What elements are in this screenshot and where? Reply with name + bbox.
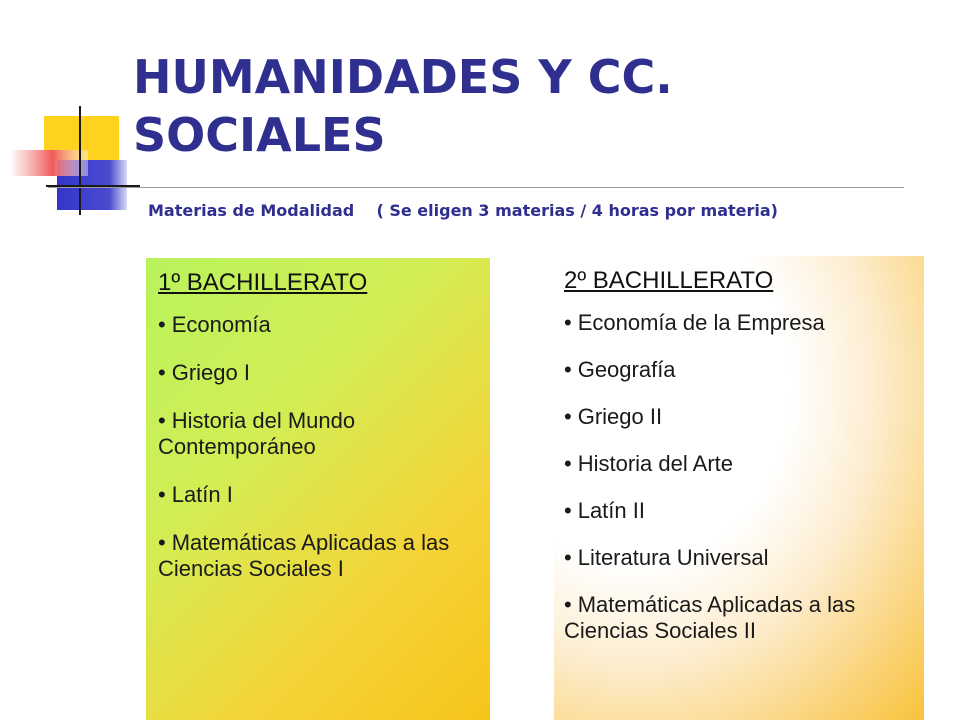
subtitle: Materias de Modalidad ( Se eligen 3 materias / 4 horas por materia) xyxy=(148,201,778,220)
list-item xyxy=(158,408,480,460)
bullet-icon: • xyxy=(564,310,572,335)
subject-label: Historia del Arte xyxy=(577,451,733,476)
subject-label: Economía xyxy=(171,312,271,337)
second-year-heading: 2º BACHILLERATO xyxy=(564,267,774,294)
title-divider xyxy=(48,187,904,188)
bullet-icon: • xyxy=(158,408,166,433)
subject-label: Matemáticas Aplicadas a las Ciencias Sociales II xyxy=(564,592,856,643)
list-item xyxy=(564,592,914,644)
list-item xyxy=(564,404,914,430)
second-year-card xyxy=(554,256,924,720)
bullet-icon: • xyxy=(564,498,572,523)
subject-label: Matemáticas Aplicadas a las Ciencias Sociales I xyxy=(158,530,450,581)
first-year-subject-list xyxy=(158,312,480,582)
list-item xyxy=(158,312,480,338)
first-year-card xyxy=(146,258,490,720)
bullet-icon: • xyxy=(564,545,572,570)
decorative-squares-graphic xyxy=(0,0,140,230)
subject-label: Griego I xyxy=(171,360,250,385)
subject-label: Latín I xyxy=(171,482,233,507)
subject-label: Latín II xyxy=(577,498,645,523)
bullet-icon: • xyxy=(564,404,572,429)
bullet-icon: • xyxy=(564,592,572,617)
second-year-subject-list xyxy=(564,310,914,644)
subject-label: Literatura Universal xyxy=(577,545,769,570)
list-item xyxy=(158,360,480,386)
list-item xyxy=(564,357,914,383)
list-item xyxy=(158,530,480,582)
list-item xyxy=(564,498,914,524)
bullet-icon: • xyxy=(158,312,166,337)
bullet-icon: • xyxy=(158,482,166,507)
deco-red-bar xyxy=(10,150,88,176)
subject-label: Geografía xyxy=(577,357,676,382)
bullet-icon: • xyxy=(158,360,166,385)
bullet-icon: • xyxy=(158,530,166,555)
list-item xyxy=(564,451,914,477)
subject-label: Economía de la Empresa xyxy=(577,310,825,335)
subject-label: Griego II xyxy=(577,404,663,429)
list-item xyxy=(158,482,480,508)
first-year-heading: 1º BACHILLERATO xyxy=(158,269,368,296)
list-item xyxy=(564,310,914,336)
page-title: HUMANIDADES Y CC. SOCIALES xyxy=(133,50,673,162)
list-item xyxy=(564,545,914,571)
bullet-icon: • xyxy=(564,451,572,476)
subject-label: Historia del Mundo Contemporáneo xyxy=(158,408,356,459)
bullet-icon: • xyxy=(564,357,572,382)
